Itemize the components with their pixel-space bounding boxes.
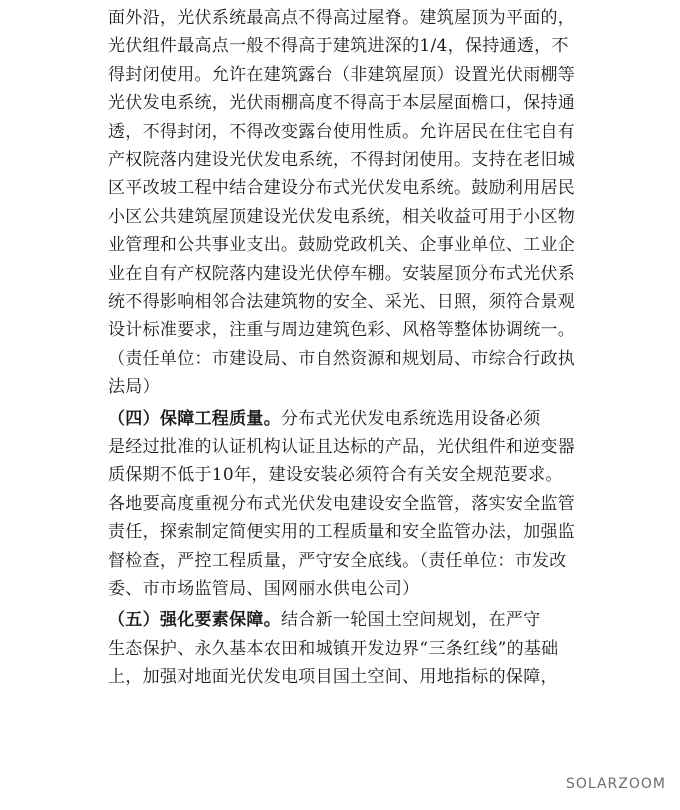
paragraph-line: 业在自有产权院落内建设光伏停车棚。安装屋顶分布式光伏系 <box>108 263 576 284</box>
section4-line: 是经过批准的认证机构认证且达标的产品，光伏组件和逆变器 <box>108 437 576 457</box>
paragraph-line: 统不得影响相邻合法建筑物的安全、采光、日照，须符合景观 <box>108 292 576 312</box>
solarzoom-watermark: SOLARZOOM <box>565 776 666 792</box>
responsibility-line: 法局） <box>108 377 160 398</box>
paragraph-line: 业管理和公共事业支出。鼓励党政机关、企事业单位、工业企 <box>108 235 576 256</box>
paragraph-line: 区平改坡工程中结合建设分布式光伏发电系统。鼓励利用居民 <box>108 178 576 199</box>
paragraph-line: 透，不得封闭，不得改变露台使用性质。允许居民在住宅自有 <box>108 121 576 142</box>
paragraph-line: 光伏发电系统，光伏雨棚高度不得高于本层屋面檐口，保持通 <box>108 93 576 114</box>
section5-first-line-text: 结合新一轮国土空间规划，在严守 <box>281 610 541 631</box>
responsibility-line: （责任单位：市建设局、市自然资源和规划局、市综合行政执 <box>108 348 576 369</box>
section5-first-line <box>108 606 588 634</box>
paragraph-line: 面外沿，光伏系统最高点不得高过屋脊。建筑屋顶为平面的， <box>108 8 576 28</box>
section4-line: 督检查，严控工程质量，严守安全底线。（责任单位：市发改 <box>108 550 567 571</box>
section4-first-line-text: 分布式光伏发电系统选用设备必须 <box>281 408 541 429</box>
section4-heading: （四）保障工程质量。 <box>108 408 281 429</box>
paragraph-line: 光伏组件最高点一般不得高于建筑进深的1/4，保持通透，不 <box>108 36 569 57</box>
section4-line: 质保期不低于10年，建设安装必须符合有关安全规范要求。 <box>108 465 563 486</box>
section5-line: 上，加强对地面光伏发电项目国土空间、用地指标的保障， <box>108 667 558 688</box>
section5-line: 生态保护、永久基本农田和城镇开发边界“三条红线”的基础 <box>108 638 559 659</box>
paragraph-line: 小区公共建筑屋顶建设光伏发电系统，相关收益可用于小区物 <box>108 206 576 227</box>
section4-first-line <box>108 405 588 433</box>
paragraph-line: 得封闭使用。允许在建筑露台（非建筑屋顶）设置光伏雨棚等 <box>108 64 576 85</box>
section4-line: 各地要高度重视分布式光伏发电建设安全监管，落实安全监管 <box>108 493 576 514</box>
section4-line: 委、市市场监管局、国网丽水供电公司） <box>108 579 420 599</box>
paragraph-line: 产权院落内建设光伏发电系统，不得封闭使用。支持在老旧城 <box>108 150 576 170</box>
section5-heading: （五）强化要素保障。 <box>108 610 281 631</box>
paragraph-line: 设计标准要求，注重与周边建筑色彩、风格等整体协调统一。 <box>108 320 576 341</box>
section4-line: 责任，探索制定简便实用的工程质量和安全监管办法，加强监 <box>108 522 576 543</box>
